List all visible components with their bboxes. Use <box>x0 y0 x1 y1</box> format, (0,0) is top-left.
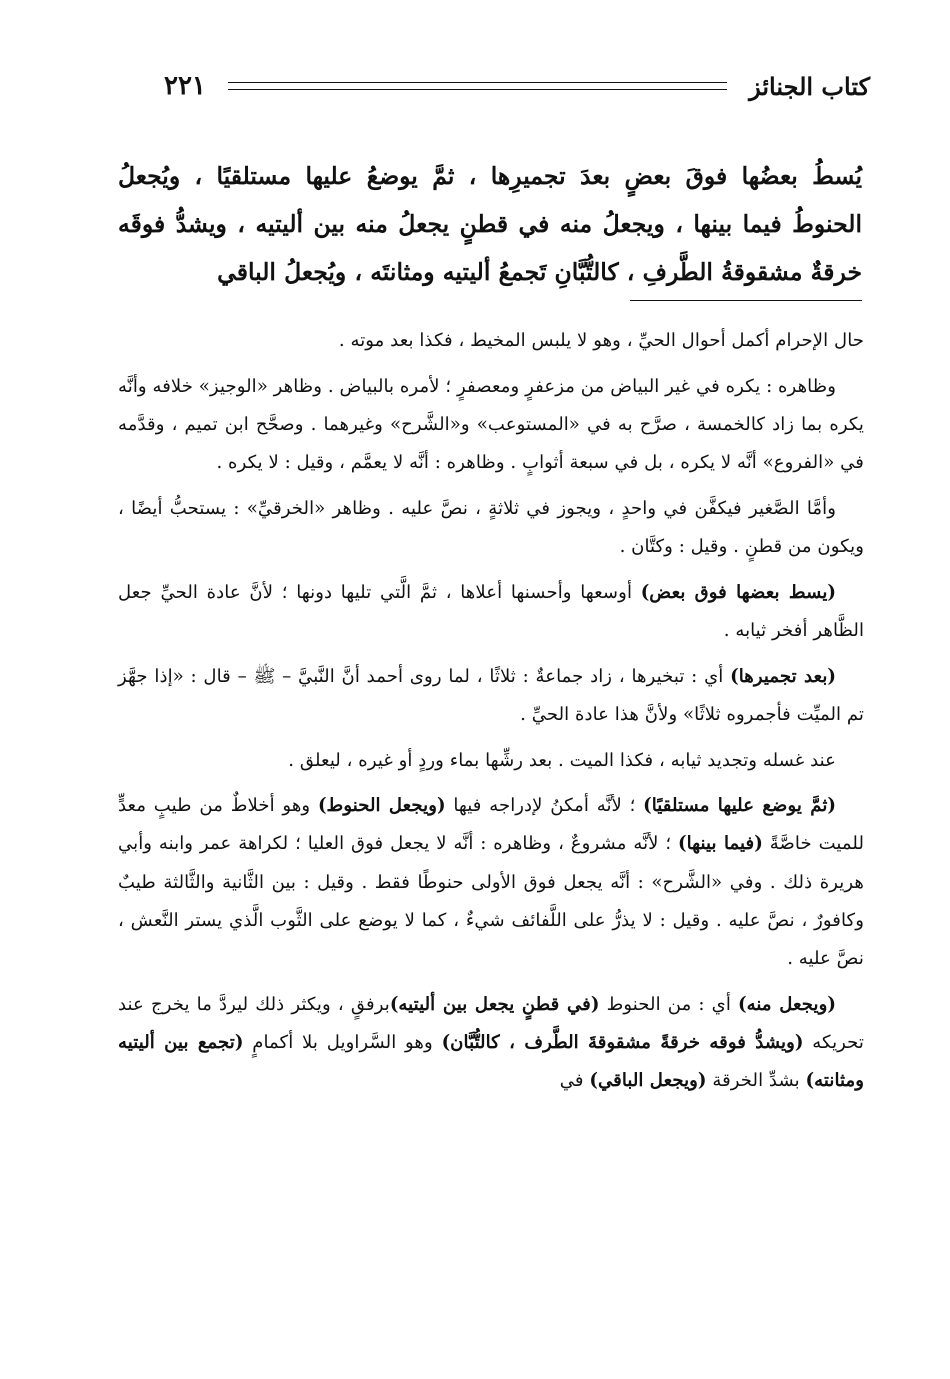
footnote-separator <box>630 300 862 301</box>
quoted-matn: (تجمع بين أليتيه ومثانته) <box>118 1031 864 1092</box>
paragraph-text: وهو السَّراويل بلا أكمامٍ <box>243 1031 442 1053</box>
paragraph-text: أي : من الحنوط <box>599 993 739 1015</box>
quoted-matn: (في قطنٍ يجعل بين أليتيه) <box>389 993 600 1015</box>
page-number: ٢٢١ <box>164 71 206 101</box>
commentary-paragraph <box>118 986 864 1101</box>
quoted-matn: (فيما بينها) <box>678 833 763 855</box>
paragraph-text: عند غسله وتجديد ثيابه ، فكذا الميت . بعد رشِّها بماء وردٍ أو غيره ، ليعلق . <box>288 749 836 771</box>
quoted-matn: (ويجعل الحنوط) <box>317 795 446 817</box>
page-header <box>164 66 870 106</box>
paragraph-text: ؛ لأنَّه مشروعٌ ، وظاهره : أنَّه لا يجعل فوق العليا ؛ لكراهة عمر وابنه وأبي هريرة ذلك . وفي «الشَّرح» : أنَّه يجعل فوق الأولى حنوطًا فقط . وقيل : بين الثَّانية والثَّالثة طيبٌ وكافورٌ ، نصَّ عليه . وقيل : لا يذرُّ على اللَّفائف شيءٌ ، كما لا يوضع على الثَّوب الَّذي يستر النَّعش ، نصَّ عليه . <box>118 833 864 970</box>
commentary-paragraph <box>118 322 864 360</box>
commentary-paragraph <box>118 574 864 650</box>
paragraph-text: بشدِّ الخرقة <box>706 1070 806 1092</box>
paragraph-text: أي : تبخيرها ، زاد جماعةٌ : ثلاثًا ، لما روى أحمد أنَّ النَّبيَّ – ﷺ – قال : «إذا جهَّز تم الميِّت فأجمروه ثلاثًا» ولأنَّ هذا عادة الحيِّ . <box>118 665 864 725</box>
commentary <box>118 322 864 1108</box>
quoted-matn: (ثمَّ يوضع عليها مستلقيًا) <box>643 795 836 817</box>
quoted-matn: (بعد تجميرها) <box>730 665 836 687</box>
quoted-matn: (يسط بعضها فوق بعض) <box>640 581 837 603</box>
paragraph-text: ؛ لأنَّه أمكنُ لإدراجه فيها <box>445 795 644 817</box>
paragraph-text: وهو أخلاطٌ من طيبٍ معدٍّ للميت خاصَّةً <box>118 795 864 855</box>
header-rule <box>228 82 727 90</box>
paragraph-text: وظاهره : يكره في غير البياض من مزعفرٍ ومعصفرٍ ؛ لأمره بالبياض . وظاهر «الوجيز» خلافه وأنَّه يكره بما زاد كالخمسة ، صرَّح به في «المستوعب» و«الشَّرح» وغيرهما . وصحَّح ابن تميم ، وقدَّمه في «الفروع» أنَّه لا يكره ، بل في سبعة أثوابٍ . وظاهره : أنَّه لا يعمَّم ، وقيل : لا يكره . <box>118 375 864 474</box>
quoted-matn: (ويجعل الباقي) <box>589 1070 707 1092</box>
commentary-paragraph <box>118 742 864 780</box>
quoted-matn: (ويشدُّ فوقه خرقةً مشقوقةَ الطَّرف ، كالتُّبَّان) <box>441 1031 804 1053</box>
matn-text: يُسطُ بعضُها فوقَ بعضٍ بعدَ تجميرِها ، ثمَّ يوضعُ عليها مستلقيًا ، ويُجعلُ الحنوطُ فيما بينها ، ويجعلُ منه في قطنٍ يجعلُ منه بين أليتيه ، ويشدُّ فوقَه خرقةٌ مشقوقةُ الطَّرفِ ، كالتُّبَّانِ تَجمعُ أليتيه ومثانتَه ، ويُجعلُ الباقي <box>118 162 862 286</box>
quoted-matn: (ويجعل منه) <box>738 993 836 1015</box>
commentary-paragraph <box>118 658 864 734</box>
paragraph-text: حال الإحرام أكمل أحوال الحيِّ ، وهو لا يلبس المخيط ، فكذا بعد موته . <box>338 330 864 351</box>
paragraph-text: أوسعها وأحسنها أعلاها ، ثمَّ الَّتي تليها دونها ؛ لأنَّ عادة الحيِّ جعل الظَّاهر أفخر ثيابه . <box>118 581 864 641</box>
chapter-title: كتاب الجنائز <box>749 71 870 101</box>
commentary-paragraph <box>118 787 864 978</box>
commentary-paragraph <box>118 490 864 566</box>
paragraph-text: وأمَّا الصَّغير فيكفَّن في واحدٍ ، ويجوز في ثلاثةٍ ، نصَّ عليه . وظاهر «الخرقيِّ» : يستحبُّ أيضًا ، ويكون من قطنٍ . وقيل : وكتَّان . <box>118 497 864 558</box>
paragraph-text: برفقٍ ، ويكثر ذلك ليردَّ ما يخرج عند تحريكه <box>118 993 864 1053</box>
commentary-paragraph <box>118 368 864 483</box>
paragraph-text: في <box>559 1070 590 1092</box>
